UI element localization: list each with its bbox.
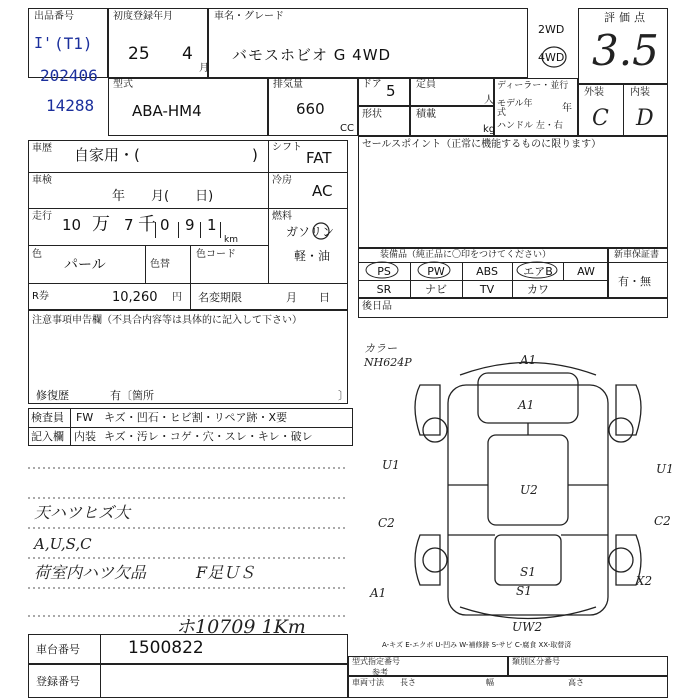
- fuel-label: 燃料: [272, 211, 292, 222]
- capacity-unit: 人: [484, 95, 494, 106]
- sales-point-label: セールスポイント（正常に機能するものに限ります）: [362, 139, 602, 150]
- usage-value: 自家用・(: [74, 146, 140, 164]
- mark-s1-lower: S1: [516, 584, 532, 598]
- repair-label: 修復歴: [36, 389, 69, 402]
- load-unit: kg: [483, 124, 496, 135]
- mileage-7: 7: [124, 216, 134, 234]
- score-value: 3.5: [592, 26, 659, 75]
- repair-close: 〕: [338, 389, 349, 402]
- mark-a1-top: A1: [520, 353, 537, 367]
- year-unit: 年: [562, 103, 572, 114]
- mark-u2-center: U2: [520, 483, 538, 497]
- reference-label: 参考: [372, 668, 388, 677]
- mileage-sen: 千: [138, 214, 156, 235]
- rear-seat-label: 後日品: [362, 301, 392, 312]
- mileage-0: 0: [160, 216, 170, 234]
- lot-prefix: I': [34, 34, 53, 52]
- mileage-1: 1: [207, 216, 217, 234]
- drive-4wd: 4WD: [538, 51, 565, 64]
- fw-label: FW: [76, 411, 94, 424]
- diagram-legend: A-キズ E-エクボ U-凹み W-補修跡 S-サビ C-腐食 XX-取替済: [382, 641, 572, 649]
- name-grade-label: 車名・グレード: [214, 11, 284, 22]
- load-label: 積載: [416, 109, 436, 120]
- mark-u1-right: U1: [656, 462, 674, 476]
- interior-check-label: 内装: [74, 430, 96, 443]
- name-grade-value: バモスホビオ G 4WD: [232, 46, 392, 64]
- first-reg-label: 初度登録年月: [113, 11, 173, 22]
- chassis-value: 1500822: [128, 638, 204, 658]
- equip-leather: カワ: [527, 283, 549, 296]
- model-value: ABA-HM4: [132, 102, 202, 120]
- usage-close: ): [252, 146, 258, 164]
- lot-date: 202406: [40, 66, 98, 85]
- doors-value: 5: [386, 82, 396, 100]
- hand-odometer: ホ10709 1Km: [176, 616, 306, 638]
- fw-items: キズ・凹石・ヒビ割・リペア跡・X要: [104, 411, 288, 424]
- hand-note-2: A,U,S,C: [34, 535, 92, 553]
- drive-2wd: 2WD: [538, 23, 565, 36]
- equip-circles: [358, 258, 608, 282]
- usage-label: 車歴: [32, 143, 52, 154]
- recycle-label: R券: [32, 291, 49, 302]
- fuel-gas: ガソリン: [286, 225, 335, 239]
- ac-value: AC: [312, 182, 333, 200]
- interior-items: キズ・汚レ・コゲ・穴・スレ・キレ・破レ: [104, 430, 313, 443]
- mark-c2-left: C2: [378, 516, 395, 530]
- recycle-unit: 円: [172, 292, 182, 303]
- registration-label: 登録番号: [36, 675, 80, 688]
- dealer-label: ディーラー・並行: [497, 81, 569, 91]
- color-code-label: 色コード: [196, 249, 236, 260]
- inspector-label: 検査員: [31, 411, 64, 424]
- first-reg-month: 4: [182, 44, 193, 64]
- entry-label: 記入欄: [31, 430, 64, 443]
- mark-s1-center: S1: [520, 565, 536, 579]
- mark-c2-right: C2: [654, 514, 671, 528]
- equip-abs: ABS: [476, 265, 498, 278]
- mark-x2-right: X2: [636, 574, 653, 588]
- equipment-title: 装備品（純正品に〇印をつけてください）: [380, 250, 552, 260]
- capacity-label: 定員: [416, 79, 436, 90]
- handle-label: ハンドル 左・右: [497, 121, 563, 131]
- warranty-label: 新車保証書: [614, 250, 660, 260]
- inspection-text: 年 月( 日): [112, 189, 214, 204]
- equip-pw: PW: [427, 265, 445, 278]
- shift-value: FAT: [306, 149, 332, 167]
- rear-seat-block: [358, 298, 668, 318]
- width-label: 幅: [486, 678, 494, 687]
- equip-aw: AW: [577, 265, 595, 278]
- hand-note-3: 荷室内ハツ欠品: [34, 563, 147, 582]
- mark-u1-left: U1: [382, 458, 400, 472]
- mileage-10: 10: [62, 216, 82, 234]
- sales-point-block: [358, 136, 668, 248]
- mark-uw2-rear: UW2: [512, 620, 543, 634]
- repair-value: 有〔箇所: [110, 389, 154, 402]
- model-label: 型式: [113, 79, 133, 90]
- fuel-gas-circle: [310, 220, 332, 242]
- diagram-color-note: カラー NH624P: [364, 342, 412, 370]
- lot-label: 出品番号: [34, 11, 74, 22]
- hand-note-4: F足ＵＳ: [196, 563, 256, 582]
- height-label: 高さ: [568, 678, 584, 687]
- recycle-value: 10,260: [112, 290, 158, 305]
- color-change-label: 色替: [150, 259, 170, 270]
- lot-number: 14288: [46, 96, 95, 115]
- type-number-label: 型式指定番号: [352, 657, 400, 666]
- dimension-label: 車両寸法: [352, 678, 384, 687]
- interior-grade: D: [636, 106, 654, 131]
- equip-navi: ナビ: [425, 283, 447, 296]
- displacement-unit: CC: [340, 123, 354, 134]
- equip-ps: PS: [377, 265, 391, 278]
- mileage-man: 万: [92, 214, 110, 235]
- fuel-light: 軽・油: [294, 249, 331, 263]
- caution-label: 注意事項申告欄（不具合内容等は具体的に記入して下さい）: [32, 315, 302, 326]
- dimension-block: [348, 676, 668, 698]
- length-label: 長さ: [400, 678, 416, 687]
- month-unit: 月: [199, 63, 209, 74]
- drive-4wd-circle: [540, 44, 570, 70]
- mileage-unit: km: [224, 235, 238, 245]
- interior-label: 内装: [630, 87, 650, 98]
- displacement-value: 660: [296, 100, 325, 118]
- doors-label: ドア: [362, 79, 382, 90]
- model-year-label: モデル年式: [497, 99, 533, 118]
- ac-label: 冷房: [272, 175, 292, 186]
- mark-a1-roof: A1: [518, 398, 535, 412]
- mileage-label: 走行: [32, 211, 52, 222]
- warranty-value: 有・無: [618, 275, 651, 288]
- inspection-label: 車検: [32, 175, 52, 186]
- class-number-label: 類別区分番号: [512, 657, 560, 666]
- displacement-label: 排気量: [273, 79, 303, 90]
- color-value: パール: [64, 257, 106, 273]
- name-change-text: 月 日: [286, 291, 330, 304]
- name-change-label: 名変期限: [198, 291, 242, 304]
- shape-label: 形状: [362, 109, 382, 120]
- first-reg-year: 25: [128, 44, 150, 64]
- color-label: 色: [32, 249, 42, 260]
- score-label: 評価点: [604, 11, 649, 24]
- lot-code: (T1): [54, 34, 93, 53]
- shift-label: シフト: [272, 142, 302, 153]
- exterior-grade: C: [592, 106, 609, 131]
- chassis-label: 車台番号: [36, 643, 80, 656]
- exterior-label: 外装: [584, 87, 604, 98]
- mark-a1-left: A1: [370, 586, 387, 600]
- equip-airbag: エアB: [523, 265, 553, 278]
- mileage-9: 9: [185, 216, 195, 234]
- hand-note-1: 天ハツヒズ大: [34, 503, 131, 522]
- equip-tv: TV: [479, 283, 495, 296]
- equip-sr: SR: [376, 283, 392, 296]
